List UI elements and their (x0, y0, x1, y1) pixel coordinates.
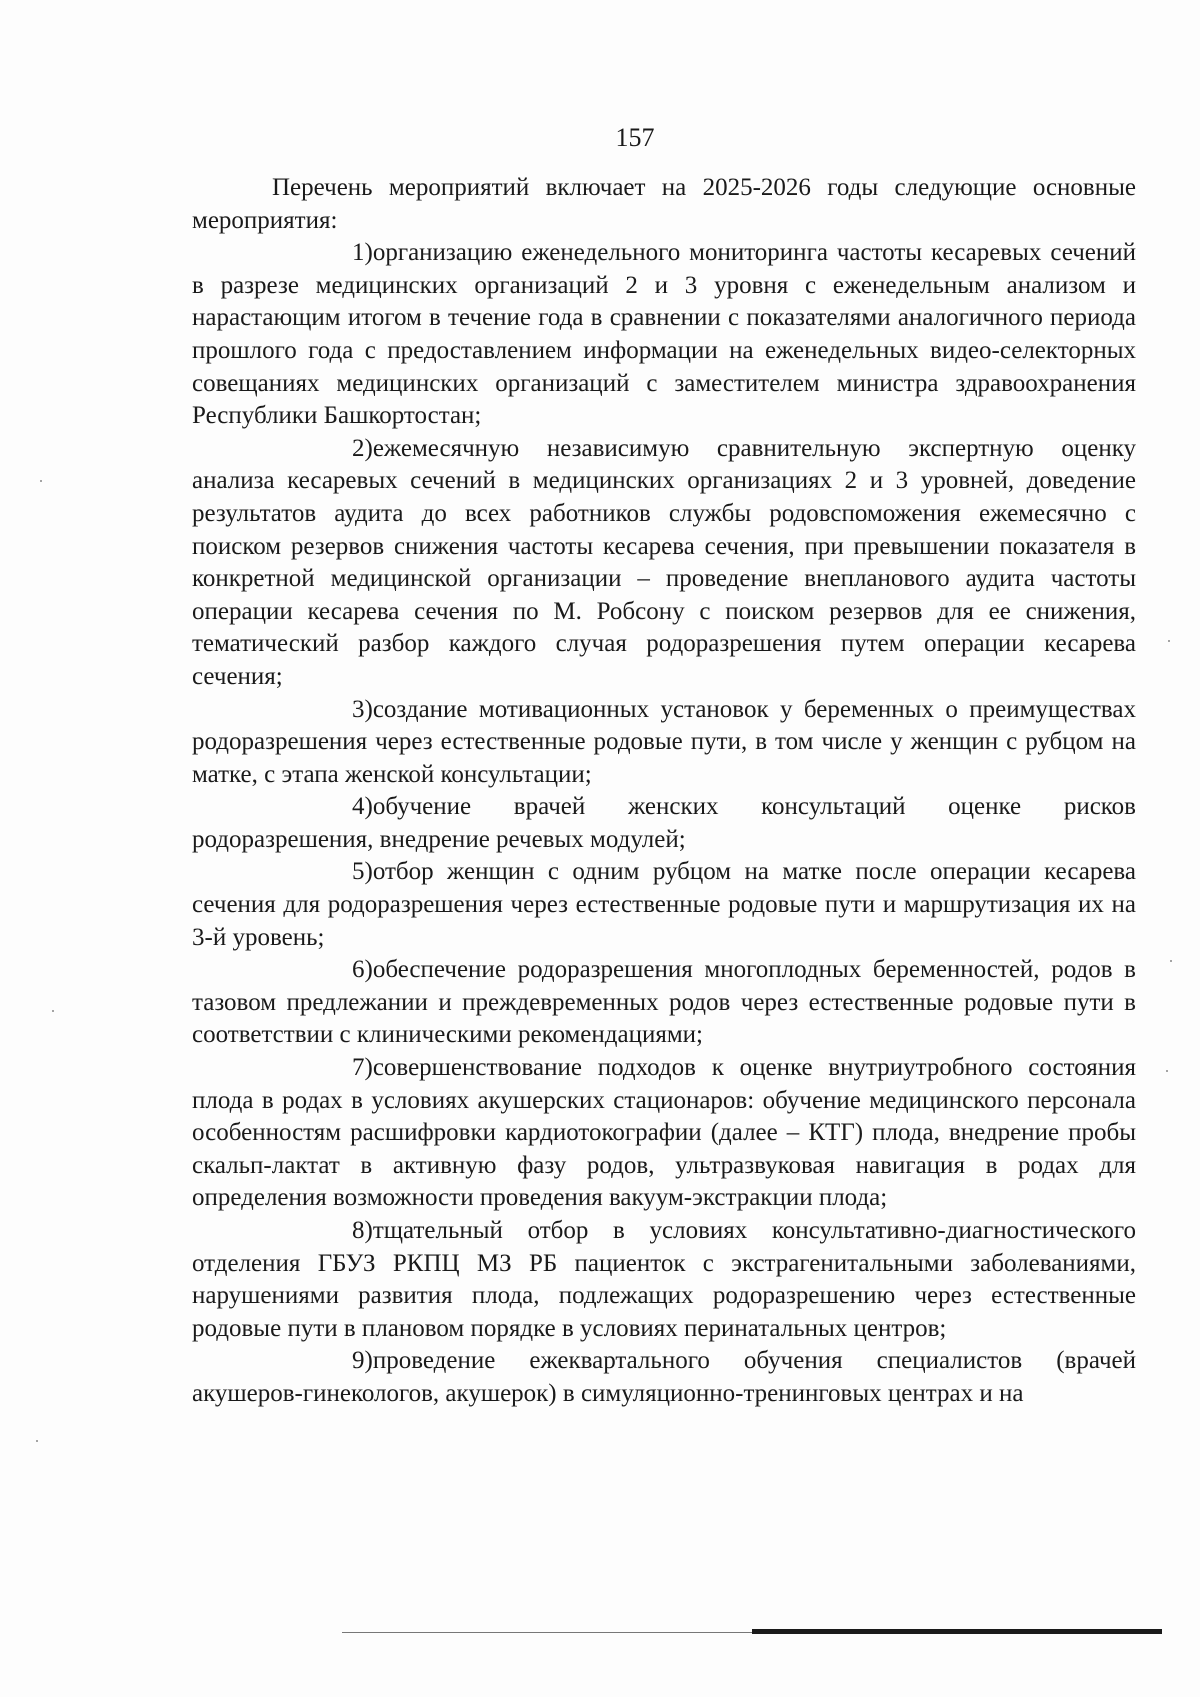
list-item-number: 1) (352, 239, 373, 267)
list-item-text: обучение врачей женских консультаций оценке рисков родоразрешения, внедрение речевых модулей; (192, 793, 1136, 853)
list-item-text: обеспечение родоразрешения многоплодных беременностей, родов в тазовом предлежании и преждевременных родов через естественные родовые пути в соответствии с клиническими рекомендациями; (192, 956, 1136, 1049)
document-body (192, 172, 1136, 1411)
list-item (192, 433, 1136, 694)
list-item (192, 856, 1136, 954)
list-item-number: 5) (352, 858, 373, 886)
list-item-text: ежемесячную независимую сравнительную экспертную оценку анализа кесаревых сечений в медицинских организациях 2 и 3 уровней, доведение результатов аудита до всех работников службы родовспоможения ежемесячно с поиском резервов снижения частоты кесарева сечения, при превышении показателя в конкретной медицинской организации – проведение внепланового аудита частоты операции кесарева сечения по М. Робсону с поиском резервов для ее снижения, тематический разбор каждого случая родоразрешения путем операции кесарева сечения; (192, 434, 1136, 690)
list-item-text: создание мотивационных установок у беременных о преимуществах родоразрешения через естественные родовые пути, в том числе у женщин с рубцом на матке, с этапа женской консультации; (192, 695, 1136, 788)
scan-speck (40, 480, 42, 482)
scan-speck (1170, 960, 1172, 962)
scan-speck (1168, 640, 1170, 642)
list-item (192, 1052, 1136, 1215)
scan-speck (36, 1440, 38, 1442)
list-item-text: проведение ежеквартального обучения специалистов (врачей акушеров-гинекологов, акушерок) в симуляционно-тренинговых центрах и на (192, 1347, 1136, 1407)
list-item-number: 6) (352, 956, 373, 984)
list-item-number: 8) (352, 1217, 373, 1244)
list-item-text: тщательный отбор в условиях консультативно-диагностического отделения ГБУЗ РКПЦ МЗ РБ пациенток с экстрагенитальными заболеваниями, нарушениями развития плода, подлежащих родоразрешению через естественные родовые пути в плановом порядке в условиях перинатальных центров; (192, 1217, 1136, 1342)
list-item-text: организацию еженедельного мониторинга частоты кесаревых сечений в разрезе медицинских организаций 2 и 3 уровня с еженедельным анализом и нарастающим итогом в течение года в сравнении с показателями аналогичного периода прошлого года с предоставлением информации на еженедельных видео-селекторных совещаниях медицинских организаций с заместителем министра здравоохранения Республики Башкортостан; (192, 239, 1136, 430)
list-item (192, 1215, 1136, 1345)
list-item-number: 7) (352, 1054, 373, 1082)
list-item-text: отбор женщин с одним рубцом на матке после операции кесарева сечения для родоразрешения через естественные родовые пути и маршрутизация их на 3-й уровень; (192, 858, 1136, 951)
list-item-number: 2) (352, 434, 373, 462)
page-number: 157 (615, 123, 655, 152)
list-item (192, 1345, 1136, 1410)
list-item-number: 9) (352, 1347, 373, 1375)
list-item (192, 694, 1136, 792)
list-item-number: 3) (352, 695, 373, 723)
bottom-rule-bar (752, 1629, 1162, 1634)
scan-speck (52, 1010, 54, 1012)
list-item-text: совершенствование подходов к оценке внутриутробного состояния плода в родах в условиях акушерских стационаров: обучение медицинского персонала особенностям расшифровки кардиотокографии (далее – КТГ) плода, внедрение пробы скальп-лактат в активную фазу родов, ультразвуковая навигация в родах для определения возможности проведения вакуум-экстракции плода; (192, 1054, 1136, 1212)
list-item-number: 4) (352, 793, 373, 821)
intro-paragraph: Перечень мероприятий включает на 2025-2026 годы следующие основные мероприятия: (192, 174, 1136, 234)
scan-speck (1166, 1070, 1168, 1072)
list-item (192, 954, 1136, 1052)
list-item (192, 791, 1136, 856)
list-item (192, 237, 1136, 433)
